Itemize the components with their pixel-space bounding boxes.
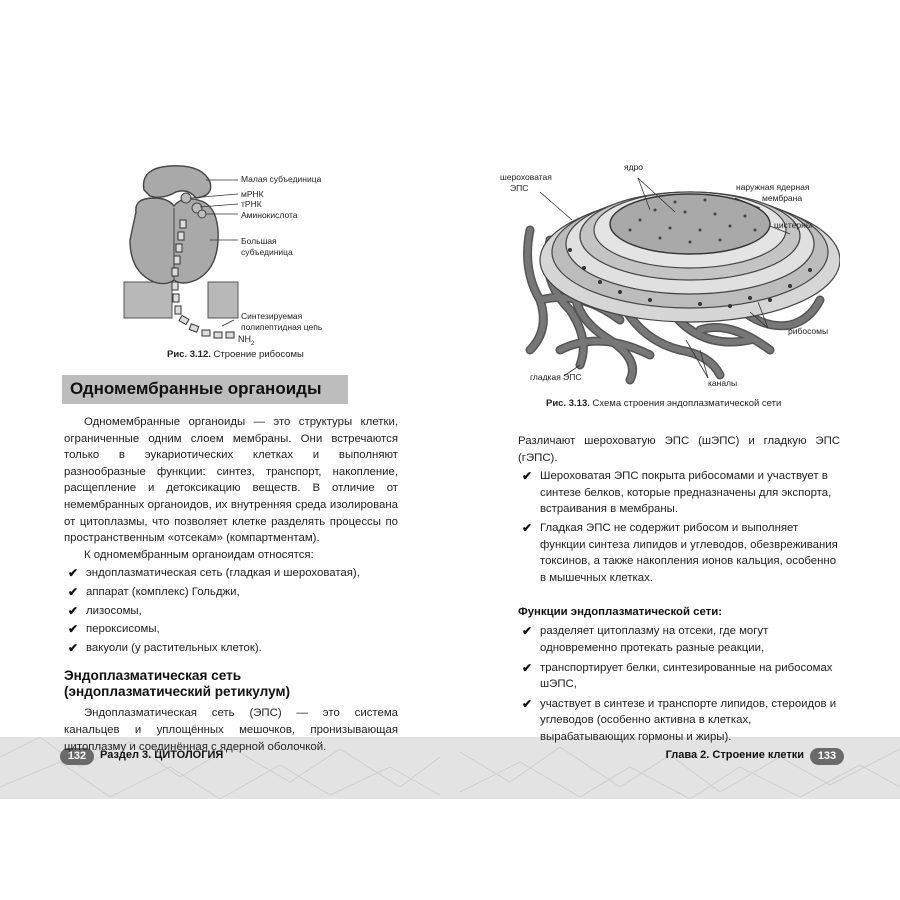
- section-title: Одномембранные органоиды: [70, 379, 322, 398]
- label-amino-acid: Аминокислота: [241, 210, 298, 220]
- list-item: ✔ аппарат (комплекс) Гольджи,: [68, 584, 240, 599]
- checkmark-icon: ✔: [522, 469, 533, 484]
- paragraph-intro: Одномембранные органоиды — это структуры клетки, ограниченные одним слоем мембраны. Они встречаются только в эукариотических клетках и выполняют разнообразные функции: синтез, транспорт, накопление, расщепление и детоксикацию веществ. В отличие от немембранных органоидов, их внутренняя среда изолирована от цитоплазмы, что позволяет клетке разделять процессы по пространственным «отсекам» (компартментам).: [64, 416, 398, 545]
- er-types-list: [518, 468, 840, 586]
- label-large-subunit-1: Большая: [241, 236, 277, 246]
- label-cisterns: цистерны: [774, 220, 812, 230]
- running-head-right: Глава 2. Строение клетки: [665, 749, 804, 761]
- page-number-right: 133: [810, 748, 844, 765]
- paragraph-er: Эндоплазматическая сеть (ЭПС) — это система канальцев и уплощённых мешочков, пронизывающая цитоплазму и соединённая с ядерной оболочкой.: [64, 707, 398, 753]
- checkmark-icon: ✔: [68, 622, 79, 637]
- right-page: [450, 0, 900, 900]
- list-item: ✔ вакуоли (у растительных клеток).: [68, 640, 262, 655]
- er-functions-list: [518, 623, 840, 745]
- list-item: ✔ эндоплазматическая сеть (гладкая и шероховатая),: [68, 566, 360, 581]
- subheading-er-2: (эндоплазматический ретикулум): [64, 684, 291, 700]
- label-nucleus: ядро: [624, 162, 644, 172]
- paragraph-er-types: Различают шероховатую ЭПС (шЭПС) и гладкую ЭПС (гЭПС).: [518, 435, 840, 464]
- label-trna: тРНК: [241, 199, 262, 209]
- label-nh2: $NH_2$: [238, 334, 255, 347]
- ribosome-diagram: [110, 160, 370, 355]
- label-outer-membrane-1: наружная ядерная: [736, 182, 810, 192]
- label-ribosomes: рибосомы: [788, 326, 829, 336]
- label-mrna: мРНК: [241, 189, 264, 199]
- list-item: ✔ разделяет цитоплазму на отсеки, где могут одновременно протекать разные реакции,: [522, 624, 769, 654]
- label-rough-er-2: ЭПС: [510, 183, 529, 193]
- right-body: [518, 433, 840, 746]
- list-item: ✔ пероксисомы,: [68, 622, 160, 637]
- paragraph-list-intro: К одномембранным органоидам относятся:: [84, 548, 314, 561]
- checkmark-icon: ✔: [68, 566, 79, 581]
- list-item: ✔ Шероховатая ЭПС покрыта рибосомами и участвует в синтезе белков, которые предназначены для экспорта, встраивания в мембраны.: [522, 469, 832, 516]
- checkmark-icon: ✔: [522, 624, 533, 639]
- page-number-left: 132: [60, 748, 94, 765]
- checkmark-icon: ✔: [68, 584, 79, 599]
- left-body: [64, 414, 398, 755]
- organelle-list: [64, 565, 398, 656]
- label-outer-membrane-2: мембрана: [762, 193, 803, 203]
- running-head-left: Раздел 3. ЦИТОЛОГИЯ: [100, 749, 224, 761]
- checkmark-icon: ✔: [68, 603, 79, 618]
- label-channels: каналы: [708, 378, 738, 388]
- label-polypeptide-1: Синтезируемая: [241, 311, 303, 321]
- list-item: ✔ транспортирует белки, синтезированные на рибосомах шЭПС,: [522, 660, 833, 691]
- label-smooth-er: гладкая ЭПС: [530, 372, 582, 382]
- list-item: ✔ лизосомы,: [68, 603, 142, 618]
- checkmark-icon: ✔: [522, 660, 533, 675]
- list-item: ✔ Гладкая ЭПС не содержит рибосом и выполняет функции синтеза липидов и углеводов, обезвреживания токсинов, а также накопления ионов кальция, особенно в мышечных клетках.: [522, 520, 838, 584]
- checkmark-icon: ✔: [522, 696, 533, 711]
- label-large-subunit-2: субъединица: [241, 247, 293, 257]
- label-small-subunit: Малая субъединица: [241, 174, 322, 184]
- er-figure: [500, 150, 840, 390]
- functions-heading: Функции эндоплазматической сети:: [518, 606, 723, 619]
- figure-caption-3-13: Рис. 3.13. Схема строения эндоплазматической сети: [546, 398, 782, 409]
- list-item: ✔ участвует в синтезе и транспорте липидов, стероидов и углеводов (особенно активна в клетках, вырабатывающих гормоны и жиры).: [522, 696, 837, 743]
- ribosome-figure: [110, 160, 370, 355]
- figure-caption-3-12: Рис. 3.12. Строение рибосомы: [167, 349, 304, 360]
- checkmark-icon: ✔: [522, 520, 533, 535]
- label-polypeptide-2: полипептидная цепь: [241, 322, 323, 332]
- subheading-er-1: Эндоплазматическая сеть: [64, 668, 242, 684]
- label-rough-er-1: шероховатая: [500, 172, 552, 182]
- checkmark-icon: ✔: [68, 640, 79, 655]
